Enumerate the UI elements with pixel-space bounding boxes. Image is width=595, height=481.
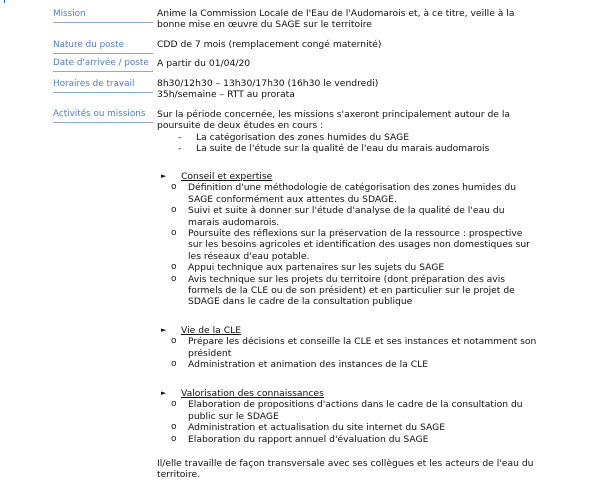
list-item: [157, 336, 585, 359]
circle-bullet-icon: o: [171, 273, 177, 284]
label-nature-du-poste: Nature du poste: [53, 40, 153, 54]
section-title: Conseil et expertise: [181, 171, 273, 182]
list-item: [157, 434, 585, 445]
list-item: [157, 422, 585, 433]
item-line: public sur le SDAGE: [188, 410, 279, 422]
circle-bullet-icon: o: [171, 182, 177, 193]
label-date-arrivee: Date d'arrivée / poste: [53, 58, 153, 72]
list-item: [157, 359, 585, 370]
section-conseil-expertise: [157, 171, 585, 308]
section-title: Vie de la CLE: [181, 325, 242, 336]
section-heading: [157, 171, 585, 182]
circle-bullet-icon: o: [171, 433, 177, 444]
closing-line-1: Il/elle travaille de façon transversale avec ses collègues et les acteurs de l'eau du: [157, 458, 534, 469]
mission-text: [157, 8, 585, 31]
horaires-line-1: 8h30/12h30 – 13h30/17h30 (16h30 le vendredi): [157, 78, 379, 89]
horaires-value: [157, 78, 585, 101]
study-text: La suite de l'étude sur la qualité de l'eau du marais audomarois: [196, 143, 490, 155]
label-horaires: Horaires de travail: [53, 79, 153, 93]
dash-marker: -: [178, 143, 182, 155]
study-text: La catégorisation des zones humides du SAGE: [196, 131, 410, 143]
circle-bullet-icon: o: [171, 205, 177, 216]
nature-value: CDD de 7 mois (remplacement congé maternité): [157, 39, 382, 50]
mission-line-2: bonne mise en œuvre du SAGE sur le territoire: [157, 19, 372, 31]
item-line: Suivi et suite à donner sur l'étude d'analyse de la qualité de l'eau du: [188, 205, 505, 217]
section-valorisation: [157, 388, 585, 445]
item-line: Avis technique sur les projets du territoire (dont préparation des avis: [188, 273, 506, 285]
date-value: A partir du 01/04/20: [157, 58, 251, 69]
triangle-bullet-icon: ►: [161, 172, 167, 180]
item-line: SDAGE dans le cadre de la consultation publique: [188, 296, 413, 308]
study-item: [157, 132, 585, 143]
list-item: [157, 399, 585, 422]
intro-line-2: poursuite de deux études en cours :: [157, 120, 324, 132]
item-line: marais audomarois.: [188, 216, 280, 228]
triangle-bullet-icon: ►: [161, 326, 167, 334]
section-heading: [157, 388, 585, 399]
section-vie-cle: [157, 325, 585, 371]
page-edge-mark: [4, 0, 5, 3]
label-mission: Mission: [53, 9, 153, 23]
triangle-bullet-icon: ►: [161, 389, 167, 397]
item-line: Elaboration de propositions d'actions dans le cadre de la consultation du: [188, 399, 523, 411]
item-line: Poursuite des réflexions sur la préservation de la ressource : prospective: [188, 228, 523, 240]
list-item: [157, 274, 585, 308]
closing-line-2: territoire.: [157, 469, 201, 481]
item-line: formels de la CLE ou de son président) et en particulier sur le projet de: [188, 285, 515, 297]
item-line: Prépare les décisions et conseille la CLE et ses instances et notamment son: [188, 336, 537, 348]
section-title: Valorisation des connaissances: [181, 388, 324, 399]
circle-bullet-icon: o: [171, 359, 177, 370]
intro-line-1: Sur la période concernée, les missions s'axeront principalement autour de la: [157, 109, 511, 120]
list-item: [157, 205, 585, 228]
list-item: [157, 182, 585, 205]
item-line: sur les besoins agricoles et identification des usages non domestiques sur: [188, 239, 530, 251]
item-line: Appui technique aux partenaires sur les sujets du SAGE: [188, 262, 445, 274]
item-line: Administration et actualisation du site internet du SAGE: [188, 422, 446, 434]
list-item: [157, 262, 585, 273]
circle-bullet-icon: o: [171, 228, 177, 239]
circle-bullet-icon: o: [171, 422, 177, 433]
study-item: [157, 143, 585, 154]
section-heading: [157, 325, 585, 336]
list-item: [157, 228, 585, 262]
item-line: Elaboration du rapport annuel d'évaluation du SAGE: [188, 433, 429, 445]
mission-line-1: Anime la Commission Locale de l'Eau de l'Audomarois et, à ce titre, veille à la: [157, 8, 515, 19]
item-line: Définition d'une méthodologie de catégorisation des zones humides du: [188, 182, 517, 194]
item-line: Administration et animation des instances de la CLE: [188, 359, 429, 371]
horaires-line-2: 35h/semaine – RTT au prorata: [157, 89, 295, 101]
label-activites: Activités ou missions: [53, 109, 153, 123]
circle-bullet-icon: o: [171, 336, 177, 347]
item-line: SAGE conformément aux attentes du SDAGE.: [188, 193, 397, 205]
item-line: les réseaux d'eau potable.: [188, 250, 310, 262]
item-line: président: [188, 347, 232, 359]
circle-bullet-icon: o: [171, 399, 177, 410]
dash-marker: -: [178, 131, 182, 143]
closing-paragraph: [157, 458, 585, 481]
circle-bullet-icon: o: [171, 262, 177, 273]
activites-intro: [157, 109, 585, 155]
